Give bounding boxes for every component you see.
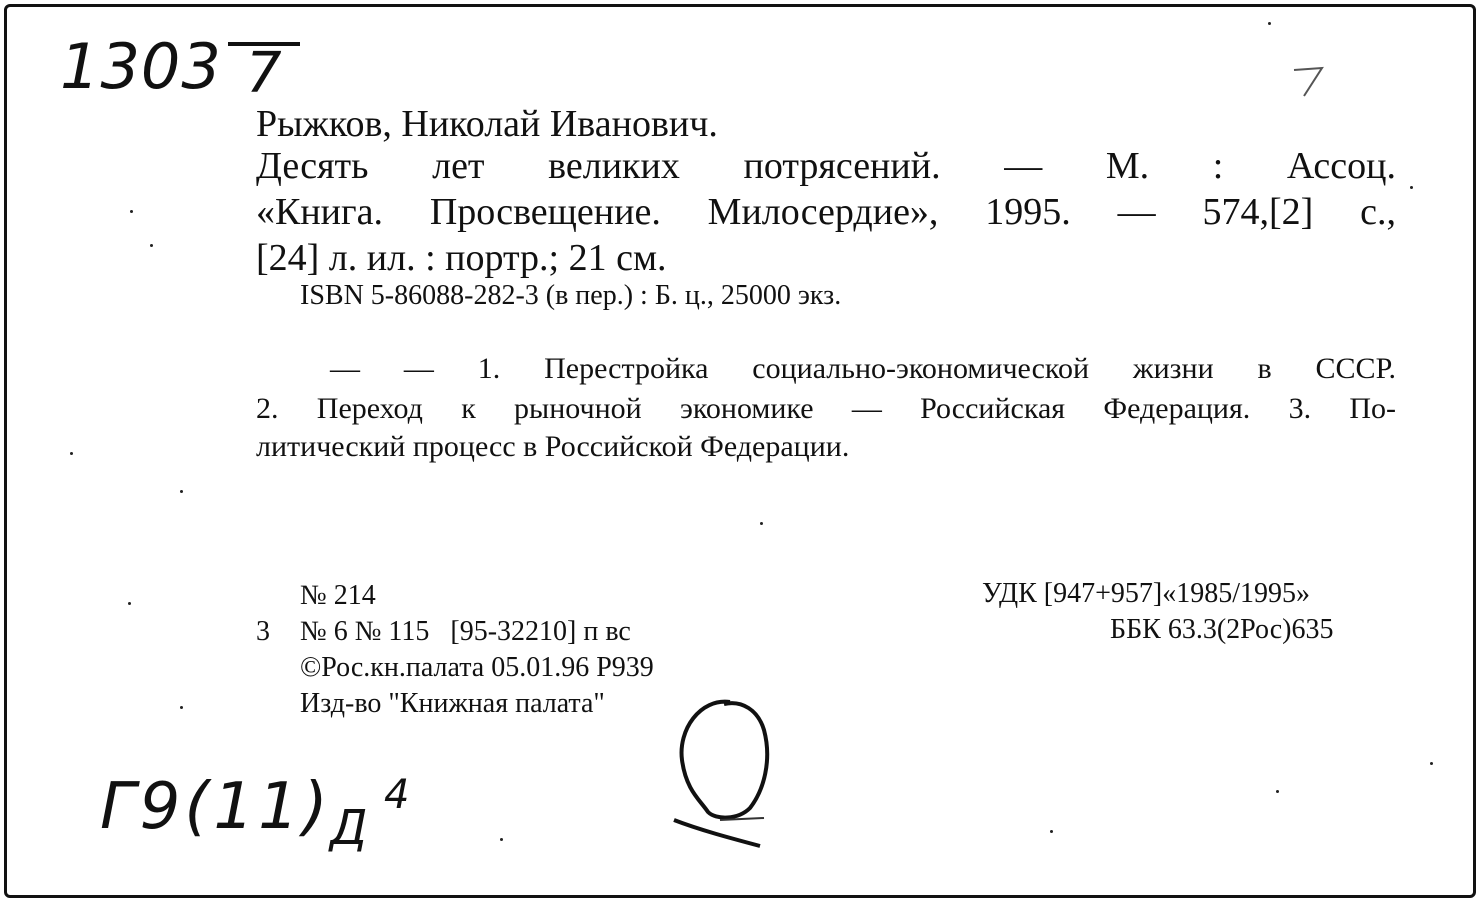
- scan-speck: [70, 452, 73, 455]
- subject-line-1: — — 1. Перестройка социально-экономической жизни в СССР.: [330, 352, 1396, 385]
- handwritten-shelf-sup: 4: [384, 772, 410, 818]
- scan-speck: [1430, 762, 1433, 765]
- scan-speck: [128, 602, 131, 605]
- scan-speck: [130, 210, 133, 213]
- scan-speck: [1276, 790, 1279, 793]
- publisher-line: Изд-во "Книжная палата": [300, 688, 605, 719]
- card-order-line: № 6 № 115 [95-32210] п вс: [300, 616, 631, 647]
- udk-code: УДК [947+957]«1985/1995»: [982, 578, 1310, 609]
- title-line-3: [24] л. ил. : портр.; 21 см.: [256, 237, 667, 279]
- bbk-code: ББК 63.3(2Рос)635: [1110, 614, 1334, 645]
- title-line-1: Десять лет великих потрясений. — М. : Ассоц.: [256, 145, 1396, 187]
- scan-speck: [1050, 830, 1053, 833]
- handwritten-inventory-number: [60, 30, 222, 103]
- scan-speck: [180, 706, 183, 709]
- scan-speck: [760, 522, 763, 525]
- scan-speck: [150, 244, 153, 247]
- stamp-outline-mark: [660, 690, 790, 860]
- subject-line-2: 2. Переход к рыночной экономике — Российская Федерация. 3. По-: [256, 392, 1396, 425]
- subject-line-3: литический процесс в Российской Федерации.: [256, 430, 850, 463]
- handwritten-shelf-letter: Д: [330, 800, 368, 856]
- inventory-number: 1303: [60, 30, 222, 103]
- copyright-line: ©Рос.кн.палата 05.01.96 Р939: [300, 652, 654, 683]
- handwritten-mark: 7: [228, 42, 300, 102]
- scan-speck: [500, 838, 503, 841]
- author-heading: Рыжков, Николай Иванович.: [256, 103, 718, 145]
- isbn-line: ISBN 5-86088-282-3 (в пер.) : Б. ц., 25000 экз.: [300, 280, 842, 311]
- card-prefix: 3: [256, 616, 270, 647]
- scan-speck: [1268, 22, 1271, 25]
- title-line-2: «Книга. Просвещение. Милосердие», 1995. — 574,[2] с.,: [256, 191, 1396, 233]
- pencil-tick-mark: [1290, 60, 1330, 100]
- card-number: № 214: [300, 580, 376, 611]
- shelf-code: Г9(11): [100, 770, 332, 844]
- scan-speck: [1410, 186, 1413, 189]
- scan-speck: [180, 490, 183, 493]
- handwritten-shelf-code: [100, 770, 332, 844]
